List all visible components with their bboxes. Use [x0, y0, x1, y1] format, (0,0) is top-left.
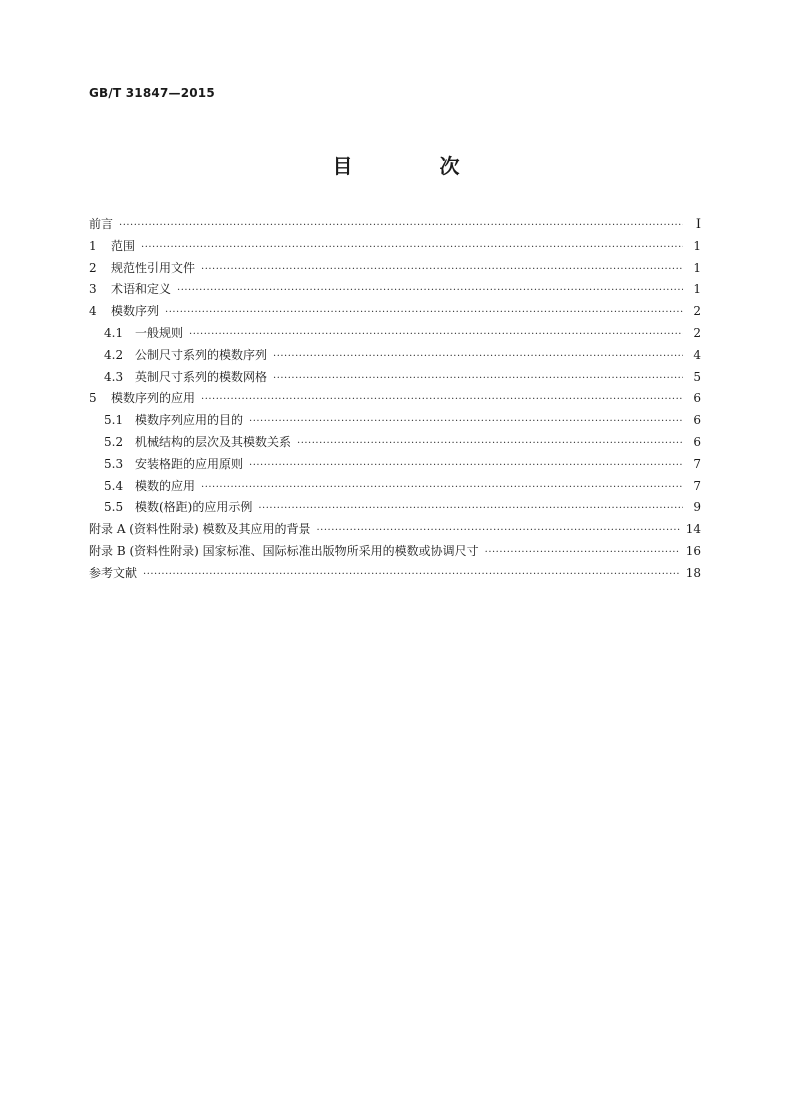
toc-entry[interactable]	[89, 259, 701, 277]
toc-entry-number: 5	[89, 391, 97, 406]
toc-entry-title: 术语和定义	[111, 282, 172, 297]
toc-entry-title: 规范性引用文件	[111, 260, 196, 275]
toc-entry-number: 5.4	[104, 478, 124, 493]
leader-dots	[143, 566, 680, 584]
toc-entry[interactable]	[89, 280, 701, 298]
table-of-contents	[89, 215, 701, 586]
toc-entry[interactable]	[89, 215, 701, 233]
leader-dots	[141, 239, 683, 257]
toc-entry-page: 1	[693, 238, 701, 253]
toc-entry-number: 4.3	[104, 369, 124, 384]
standard-code: GB/T 31847—2015	[89, 86, 215, 100]
leader-dots	[485, 544, 680, 562]
leader-dots	[177, 282, 683, 300]
leader-dots	[189, 326, 683, 344]
toc-entry-title: 模数的应用	[135, 478, 196, 493]
toc-entry-number: 1	[89, 238, 97, 253]
toc-entry-number: 3	[89, 282, 97, 297]
toc-entry[interactable]	[89, 498, 701, 516]
toc-entry-title: 模数序列的应用	[111, 391, 196, 406]
toc-entry[interactable]	[89, 324, 701, 342]
toc-entry-title: 模数序列应用的目的	[135, 413, 244, 428]
toc-entry[interactable]	[89, 411, 701, 429]
toc-entry[interactable]	[89, 542, 701, 560]
toc-entry-number: 4.2	[104, 347, 124, 362]
toc-entry[interactable]	[89, 346, 701, 364]
toc-entry[interactable]	[89, 389, 701, 407]
leader-dots	[316, 522, 679, 540]
toc-entry-title: 附录 B (资料性附录) 国家标准、国际标准出版物所采用的模数或协调尺寸	[89, 543, 479, 558]
toc-entry-title: 机械结构的层次及其模数关系	[135, 434, 292, 449]
toc-entry-page: 2	[693, 304, 701, 319]
leader-dots	[249, 413, 683, 431]
leader-dots	[165, 304, 683, 322]
toc-entry[interactable]	[89, 520, 701, 538]
toc-entry[interactable]	[89, 455, 701, 473]
toc-entry-page: 7	[693, 478, 701, 493]
toc-entry-page: 14	[685, 522, 701, 537]
leader-dots	[201, 479, 683, 497]
toc-title: 目 次	[332, 154, 500, 178]
toc-entry-number: 4.1	[104, 325, 124, 340]
leader-dots	[273, 348, 683, 366]
toc-entry-title: 范围	[111, 238, 136, 253]
leader-dots	[297, 435, 683, 453]
toc-entry-number: 4	[89, 304, 97, 319]
leader-dots	[273, 370, 683, 388]
toc-entry-page: 1	[693, 282, 701, 297]
toc-entry-title: 安装格距的应用原则	[135, 456, 244, 471]
toc-entry[interactable]	[89, 368, 701, 386]
toc-entry-page: 5	[693, 369, 701, 384]
toc-entry-title: 英制尺寸系列的模数网格	[135, 369, 268, 384]
toc-entry-page: 6	[693, 434, 701, 449]
toc-entry-page: 7	[693, 456, 701, 471]
toc-entry-page: 9	[693, 500, 701, 515]
toc-entry-title: 附录 A (资料性附录) 模数及其应用的背景	[89, 522, 311, 537]
toc-entry-title: 参考文献	[89, 565, 138, 580]
toc-entry-page: 18	[685, 565, 701, 580]
leader-dots	[249, 457, 683, 475]
toc-entry-page: 6	[693, 391, 701, 406]
toc-entry-number: 5.2	[104, 434, 124, 449]
leader-dots	[119, 217, 683, 235]
toc-entry[interactable]	[89, 564, 701, 582]
toc-entry-number: 5.1	[104, 413, 124, 428]
toc-entry[interactable]	[89, 302, 701, 320]
toc-entry-title: 公制尺寸系列的模数序列	[135, 347, 268, 362]
toc-entry-page: 2	[693, 325, 701, 340]
toc-entry-page: 1	[693, 260, 701, 275]
leader-dots	[258, 500, 683, 518]
toc-entry-title: 一般规则	[135, 325, 184, 340]
leader-dots	[201, 391, 683, 409]
toc-entry-title: 模数(格距)的应用示例	[135, 500, 253, 515]
toc-entry-page: 6	[693, 413, 701, 428]
leader-dots	[201, 261, 683, 279]
toc-entry[interactable]	[89, 433, 701, 451]
toc-entry-page: I	[695, 217, 701, 232]
toc-entry-page: 16	[685, 543, 701, 558]
toc-entry-title: 前言	[89, 217, 114, 231]
toc-entry-number: 5.5	[104, 500, 124, 515]
toc-entry[interactable]	[89, 477, 701, 495]
toc-entry-page: 4	[693, 347, 701, 362]
toc-entry[interactable]	[89, 237, 701, 255]
toc-entry-number: 5.3	[104, 456, 124, 471]
toc-entry-number: 2	[89, 260, 97, 275]
toc-entry-title: 模数序列	[111, 304, 160, 319]
